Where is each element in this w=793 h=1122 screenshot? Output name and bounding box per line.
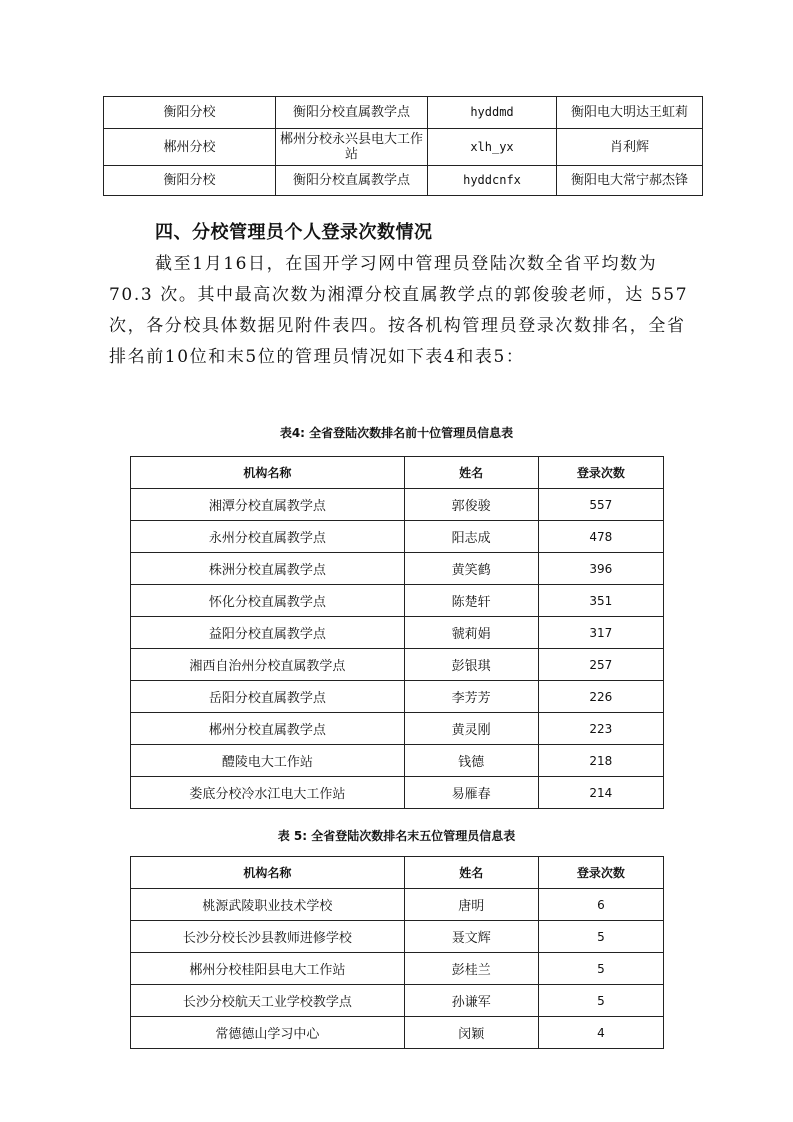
continued-admin-table [103,96,703,196]
name-cell: 易雁春 [404,777,538,809]
count-cell: 351 [538,585,663,617]
table-cell: 衡阳分校直属教学点 [276,166,428,196]
institution-cell: 桃源武陵职业技术学校 [131,889,405,921]
table-row [131,489,664,521]
count-cell: 5 [538,985,663,1017]
body-paragraph [109,249,691,373]
column-header-name: 姓名 [404,457,538,489]
table-cell: 衡阳分校直属教学点 [276,97,428,129]
table-row [131,553,664,585]
column-header-login-count: 登录次数 [538,857,663,889]
table-row [131,777,664,809]
institution-cell: 常德德山学习中心 [131,1017,405,1049]
column-header-institution: 机构名称 [131,857,405,889]
column-header-name: 姓名 [404,857,538,889]
table-row [131,585,664,617]
body-paragraph-text: 截至1月16日，在国开学习网中管理员登陆次数全省平均数为 70.3 次。其中最高次数为湘潭分校直属教学点的郭俊骏老师，达 557 次，各分校具体数据见附件表四。按各机构管理员登录次数排名，全省排名前10位和末5位的管理员情况如下表4和表5： [109,254,689,367]
name-cell: 闵颖 [404,1017,538,1049]
table-cell: 郴州分校永兴县电大工作站 [276,129,428,166]
table-row [131,521,664,553]
table-row [131,985,664,1017]
count-cell: 257 [538,649,663,681]
institution-cell: 醴陵电大工作站 [131,745,405,777]
section-heading: 四、分校管理员个人登录次数情况 [155,222,433,243]
table4-caption: 表4: 全省登陆次数排名前十位管理员信息表 [279,426,514,440]
count-cell: 218 [538,745,663,777]
table-cell: 衡阳分校 [104,97,276,129]
name-cell: 陈楚轩 [404,585,538,617]
table-row [131,921,664,953]
institution-cell: 株洲分校直属教学点 [131,553,405,585]
bottom5-admin-table [130,856,664,1049]
table-header-row [131,457,664,489]
table-row [131,745,664,777]
institution-cell: 湘西自治州分校直属教学点 [131,649,405,681]
column-header-institution: 机构名称 [131,457,405,489]
table-cell: xlh_yx [428,129,557,166]
name-cell: 聂文辉 [404,921,538,953]
count-cell: 223 [538,713,663,745]
table-row [131,1017,664,1049]
table-header-row [131,857,664,889]
name-cell: 孙谦军 [404,985,538,1017]
name-cell: 郭俊骏 [404,489,538,521]
table-cell: 衡阳电大常宁郝杰锋 [557,166,703,196]
institution-cell: 岳阳分校直属教学点 [131,681,405,713]
count-cell: 5 [538,953,663,985]
name-cell: 唐明 [404,889,538,921]
count-cell: 557 [538,489,663,521]
institution-cell: 怀化分校直属教学点 [131,585,405,617]
count-cell: 5 [538,921,663,953]
name-cell: 彭银琪 [404,649,538,681]
institution-cell: 永州分校直属教学点 [131,521,405,553]
count-cell: 317 [538,617,663,649]
name-cell: 黄灵刚 [404,713,538,745]
table-cell: hyddmd [428,97,557,129]
table5-caption: 表 5: 全省登陆次数排名末五位管理员信息表 [277,829,516,843]
table-cell: hyddcnfx [428,166,557,196]
table-cell: 肖利辉 [557,129,703,166]
count-cell: 226 [538,681,663,713]
table-row [104,166,703,196]
table-row [131,713,664,745]
name-cell: 彭桂兰 [404,953,538,985]
institution-cell: 湘潭分校直属教学点 [131,489,405,521]
name-cell: 钱德 [404,745,538,777]
count-cell: 4 [538,1017,663,1049]
table-row [131,953,664,985]
column-header-login-count: 登录次数 [538,457,663,489]
count-cell: 396 [538,553,663,585]
table-cell: 衡阳电大明达王虹莉 [557,97,703,129]
count-cell: 6 [538,889,663,921]
top10-admin-table [130,456,664,809]
institution-cell: 郴州分校直属教学点 [131,713,405,745]
name-cell: 阳志成 [404,521,538,553]
count-cell: 478 [538,521,663,553]
table-row [104,97,703,129]
table-row [131,889,664,921]
institution-cell: 长沙分校航天工业学校教学点 [131,985,405,1017]
name-cell: 黄笑鹤 [404,553,538,585]
table-row [131,681,664,713]
table-row [131,617,664,649]
institution-cell: 娄底分校冷水江电大工作站 [131,777,405,809]
name-cell: 虢莉娟 [404,617,538,649]
table-cell: 衡阳分校 [104,166,276,196]
table-cell: 郴州分校 [104,129,276,166]
table-row [104,129,703,166]
institution-cell: 郴州分校桂阳县电大工作站 [131,953,405,985]
institution-cell: 长沙分校长沙县教师进修学校 [131,921,405,953]
name-cell: 李芳芳 [404,681,538,713]
count-cell: 214 [538,777,663,809]
institution-cell: 益阳分校直属教学点 [131,617,405,649]
table-row [131,649,664,681]
